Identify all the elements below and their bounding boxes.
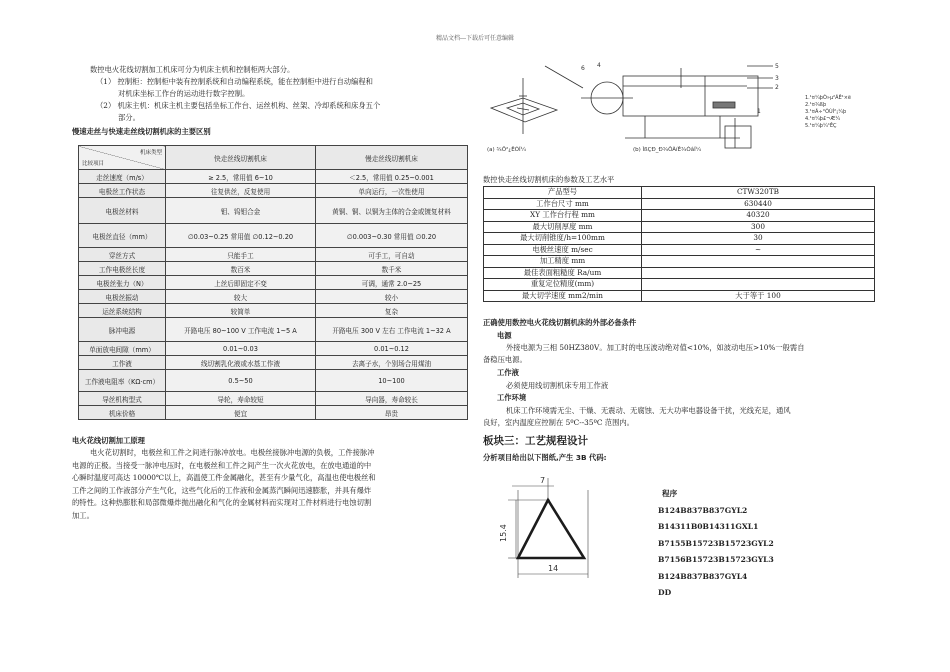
principle-line: 工件之间的工作液部分产生气化，这些气化后的工作液和金属蒸汽瞬间迅速膨胀，并具有爆炸 xyxy=(72,485,372,495)
table-row xyxy=(79,224,468,248)
table-row xyxy=(484,256,875,268)
spec-value-cell: CTW320TB xyxy=(642,187,875,199)
table-row xyxy=(79,184,468,198)
figure-caption-b: (b) ÌßÇÐ_Ð¾ÔÀíÊ¾ÒâÍ¼ xyxy=(633,147,702,153)
dim-left-label: 15.4 xyxy=(499,524,508,542)
fast-value-cell: 0.5~50 xyxy=(166,370,316,392)
spec-key-cell: 加工精度 mm xyxy=(484,256,642,268)
spec-table xyxy=(483,186,875,302)
slow-value-cell: 导向器，寿命较长 xyxy=(316,392,468,406)
comparison-table xyxy=(78,145,468,420)
slow-value-cell: 单向运行，一次性使用 xyxy=(316,184,468,198)
spec-value-cell: 大于等于 100 xyxy=(642,290,875,302)
spec-value-cell: 300 xyxy=(642,221,875,233)
slow-value-cell: 0.01~0.12 xyxy=(316,342,468,356)
row-label-cell: 电极丝直径（mm） xyxy=(79,224,166,248)
legend-item: 2.¹¤¾ßþ xyxy=(805,102,827,108)
principle-line: 的特性。这种热膨胀和局部微爆炸抛出融化和气化的金属材料而实现对工件材料进行电蚀切割 xyxy=(72,498,372,507)
program-title: 程序 xyxy=(662,489,678,498)
fast-value-cell: 钼、钨钼合金 xyxy=(166,198,316,224)
row-label-cell: 工作电极丝长度 xyxy=(79,262,166,276)
legend-item: 1.¹¤¼þÒ»µ²ÃÊ¹×ë xyxy=(805,95,852,101)
spec-value-cell xyxy=(642,267,875,279)
spec-key-cell: 工作台尺寸 mm xyxy=(484,198,642,210)
table-row xyxy=(484,198,875,210)
power-text-line1: 外接电源为三相 50HZ380V。加工时的电压波动绝对值<10%，如波动电压>10%一般需自 xyxy=(506,343,805,352)
fast-value-cell: 开路电压 80~100 V 工作电流 1~5 A xyxy=(166,318,316,342)
fig-number-5: 5 xyxy=(775,63,779,70)
slow-value-cell: 黄铜、铜、以铜为主体的合金或镀复材料 xyxy=(316,198,468,224)
legend-item: 5.¹¤¼þ¼¹ÊÇ xyxy=(805,123,837,129)
task-text: 分析项目给出以下图纸,产生 3B 代码: xyxy=(483,453,607,462)
principle-line: 电火花切割时，电极丝和工件之间进行脉冲放电。电极丝接脉冲电源的负极，工件接脉冲 xyxy=(90,448,375,457)
fast-value-cell: 往复供丝，反复使用 xyxy=(166,184,316,198)
table-row xyxy=(79,248,468,262)
program-listing xyxy=(658,486,774,602)
spec-key-cell: 最大切削厚度 mm xyxy=(484,221,642,233)
slow-value-cell: 去离子水，个别场合用煤油 xyxy=(316,356,468,370)
environment-text-line2: 良好，室内温度应控制在 5ºC--35ºC 范围内。 xyxy=(483,418,634,427)
slow-value-cell: 10~100 xyxy=(316,370,468,392)
row-label-cell: 运丝系统结构 xyxy=(79,304,166,318)
conditions-title: 正确使用数控电火花线切割机床的外部必备条件 xyxy=(483,318,637,327)
fig-number-3: 3 xyxy=(775,75,779,82)
triangle-part-drawing xyxy=(490,472,610,587)
figure-legend xyxy=(805,95,851,130)
program-line: DD xyxy=(658,588,672,597)
fig-number-1: 1 xyxy=(757,108,761,115)
slow-value-cell: 复杂 xyxy=(316,304,468,318)
principle-diagram-drawing xyxy=(545,66,773,148)
item2-line1: （2） 机床主机：机床主机主要包括坐标工作台、运丝机构、丝架、冷却系统和床身五个 xyxy=(96,101,381,110)
row-label-cell: 电极丝工作状态 xyxy=(79,184,166,198)
program-line: B7156B15723B15723GYL3 xyxy=(658,555,774,564)
fast-value-cell: 较简单 xyxy=(166,304,316,318)
table-row xyxy=(484,221,875,233)
slow-value-cell: 开路电压 300 V 左右 工作电流 1~32 A xyxy=(316,318,468,342)
fig-number-2: 2 xyxy=(775,84,779,91)
table-row xyxy=(484,290,875,302)
program-line: B124B837B837GYL2 xyxy=(658,505,748,515)
fast-value-cell: 便宜 xyxy=(166,406,316,420)
col-header-slow: 慢走丝线切割机床 xyxy=(316,146,468,170)
row-label-cell: 电极丝张力（N） xyxy=(79,276,166,290)
principle-line: 心瞬时温度可高达 10000℃以上，高温使工件金属融化，甚至有少量气化，高温也使电极丝和 xyxy=(72,473,376,482)
fast-value-cell: 导轮，寿命较短 xyxy=(166,392,316,406)
table-row xyxy=(79,262,468,276)
item1-line2: 对机床坐标工作台的运动进行数字控制。 xyxy=(118,89,250,98)
fast-value-cell: 上丝后即固定不变 xyxy=(166,276,316,290)
figure-caption-a: (a) ¾Ö²¿ÊÓÍ¼ xyxy=(487,147,526,153)
slow-value-cell: 可调，通常 2.0~25 xyxy=(316,276,468,290)
table-row xyxy=(79,276,468,290)
wire-cut-figure xyxy=(485,58,815,163)
slow-value-cell: 可手工，可自动 xyxy=(316,248,468,262)
legend-item: 4.¹¤¼þ£¬Æ¼ xyxy=(805,116,841,122)
row-label-cell: 脉冲电源 xyxy=(79,318,166,342)
program-line: B124B837B837GYL4 xyxy=(658,571,748,581)
spec-title: 数控快走丝线切割机床的参数及工艺水平 xyxy=(483,175,615,184)
spec-key-cell: 最大切学速度 mm2/min xyxy=(484,290,642,302)
slow-value-cell: ＜2.5，常用值 0.25~0.001 xyxy=(316,170,468,184)
dim-bottom-label: 14 xyxy=(548,564,559,573)
spec-value-cell xyxy=(642,256,875,268)
dim-top-label: 7 xyxy=(540,476,546,485)
table-row xyxy=(484,267,875,279)
spec-value-cell: 40320 xyxy=(642,210,875,222)
fast-value-cell: 较大 xyxy=(166,290,316,304)
fig-number-4: 4 xyxy=(597,62,601,69)
slow-value-cell: 较小 xyxy=(316,290,468,304)
spec-value-cell: ~ xyxy=(642,244,875,256)
program-line: B14311B0B14311GXL1 xyxy=(658,522,759,531)
table-row xyxy=(79,356,468,370)
principle-paragraph xyxy=(72,447,472,522)
environment-text-line1: 机床工作环境需无尘、干燥、无震动、无腐蚀、无大功率电器设备干扰，光线充足，通风 xyxy=(506,406,791,415)
comparison-rows xyxy=(79,170,468,420)
fast-value-cell: 线切割乳化液或水基工作液 xyxy=(166,356,316,370)
table-row xyxy=(484,210,875,222)
table-row xyxy=(79,392,468,406)
slow-value-cell: ∅0.003~0.30 常用值 ∅0.20 xyxy=(316,224,468,248)
fast-value-cell: ∅0.03~0.25 常用值 ∅0.12~0.20 xyxy=(166,224,316,248)
fluid-title: 工作液 xyxy=(497,368,519,377)
row-label-cell: 电极丝振动 xyxy=(79,290,166,304)
spec-key-cell: 最大切削锥度/h=100mm xyxy=(484,233,642,245)
power-text-line2: 备稳压电源。 xyxy=(483,355,527,364)
page-header: 精品文档---下载后可任意编辑 xyxy=(435,35,515,42)
corner-bottom-label: 比较项目 xyxy=(82,161,105,167)
legend-item: 3.¹¤Ã÷°ÕÙÍ²¡¼þ xyxy=(805,109,847,115)
fast-value-cell: ≥ 2.5，常用值 6~10 xyxy=(166,170,316,184)
comparison-title: 慢速走丝与快速走丝线切割机床的主要区别 xyxy=(72,127,211,136)
spec-key-cell: 重复定位精度(mm) xyxy=(484,279,642,291)
row-label-cell: 走丝速度（m/s） xyxy=(79,170,166,184)
table-row xyxy=(79,170,468,184)
row-label-cell: 导丝机构型式 xyxy=(79,392,166,406)
slow-value-cell: 昂贵 xyxy=(316,406,468,420)
fast-value-cell: 数百米 xyxy=(166,262,316,276)
slow-value-cell: 数千米 xyxy=(316,262,468,276)
table-row xyxy=(79,318,468,342)
section-title: 板块三：工艺规程设计 xyxy=(483,435,588,447)
row-label-cell: 单面放电间隙（mm） xyxy=(79,342,166,356)
row-label-cell: 机床价格 xyxy=(79,406,166,420)
row-label-cell: 工作液 xyxy=(79,356,166,370)
principle-line: 加工。 xyxy=(72,510,94,520)
table-row xyxy=(484,279,875,291)
spec-value-cell: 30 xyxy=(642,233,875,245)
spec-value-cell: 630440 xyxy=(642,198,875,210)
row-label-cell: 穿丝方式 xyxy=(79,248,166,262)
intro-text: 数控电火花线切割加工机床可分为机床主机和控制柜两大部分。 xyxy=(90,65,295,74)
power-title: 电源 xyxy=(497,331,512,340)
table-row xyxy=(79,304,468,318)
table-row xyxy=(484,233,875,245)
table-row xyxy=(79,342,468,356)
principle-line: 电源的正极。当接受一脉冲电压时，在电极丝和工件之间产生一次火花放电，在放电通道的中 xyxy=(72,460,372,470)
program-line: B7155B15723B15723GYL2 xyxy=(658,538,774,548)
principle-title: 电火花线切割加工原理 xyxy=(72,436,145,445)
triangle-outline xyxy=(518,500,584,558)
fig-number-6: 6 xyxy=(581,65,585,72)
table-row xyxy=(79,198,468,224)
spec-key-cell: XY 工作台行程 mm xyxy=(484,210,642,222)
detail-view-drawing xyxy=(491,78,557,134)
table-row xyxy=(484,187,875,199)
col-header-fast: 快走丝线切割机床 xyxy=(166,146,316,170)
table-row xyxy=(484,244,875,256)
spec-value-cell xyxy=(642,279,875,291)
table-corner-cell xyxy=(79,146,166,170)
table-row xyxy=(79,370,468,392)
fast-value-cell: 只能手工 xyxy=(166,248,316,262)
spec-rows xyxy=(484,187,875,302)
row-label-cell: 工作液电阻率（KΩ·cm） xyxy=(79,370,166,392)
table-row xyxy=(79,406,468,420)
spec-key-cell: 最佳表面粗糙度 Ra/um xyxy=(484,267,642,279)
fluid-text: 必须使用线切割机床专用工作液 xyxy=(506,381,609,390)
row-label-cell: 电极丝材料 xyxy=(79,198,166,224)
fast-value-cell: 0.01~0.03 xyxy=(166,342,316,356)
table-row xyxy=(79,290,468,304)
item2-line2: 部分。 xyxy=(118,113,140,122)
corner-top-label: 机床类型 xyxy=(139,150,162,156)
spec-key-cell: 电极丝速度 m/sec xyxy=(484,244,642,256)
environment-title: 工作环境 xyxy=(497,393,527,402)
item1-line1: （1） 控制柜：控制柜中装有控制系统和自动编程系统，能在控制柜中进行自动编程和 xyxy=(96,77,373,86)
spec-key-cell: 产品型号 xyxy=(484,187,642,199)
